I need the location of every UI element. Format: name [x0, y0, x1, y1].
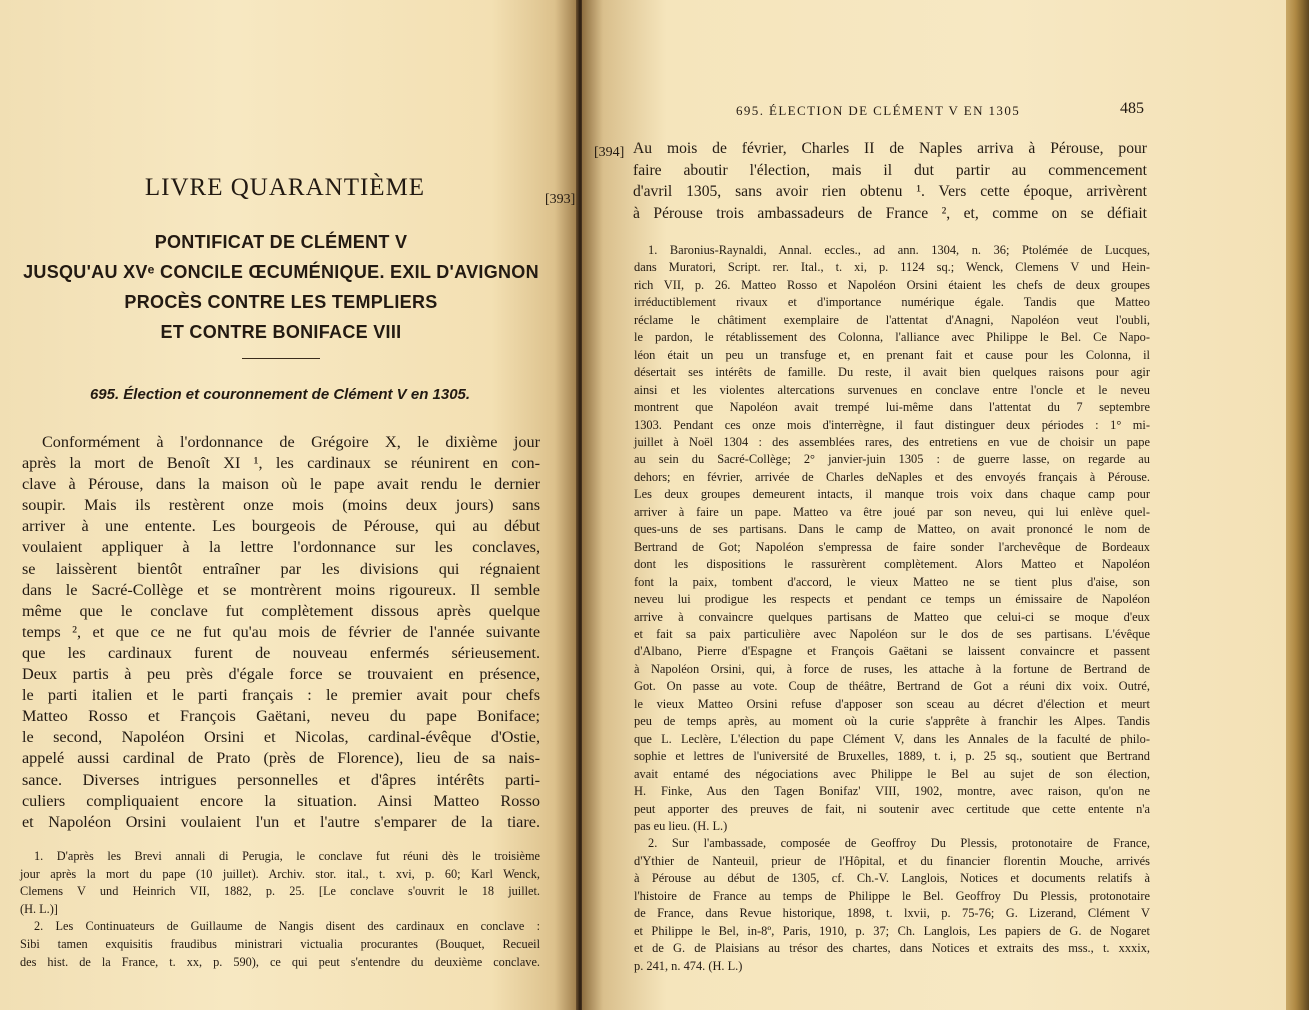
footnote-line: peut apporter des preuves de fait, ni soutenir avec certitude que cette entente n'a: [634, 801, 1150, 816]
text-line: faire aboutir l'élection, mais il dut partir au commencement: [633, 161, 1147, 179]
footnote-line: avait entamé des négociations avec Philippe le Bel au sujet de son élection,: [634, 766, 1150, 781]
footnote-line: 2. Sur l'ambassade, composée de Geoffroy Du Plessis, protonotaire de France,: [648, 836, 1150, 851]
footnote-line: H. Finke, Aus den Tagen Bonifaz' VIII, 1902, montre, avec raison, qu'on ne: [634, 784, 1150, 799]
text-line: que les cardinaux furent de nouveau enfermés sérieusement.: [22, 643, 540, 662]
footnote-line: neveu lui prodigue les respects et pendant ce temps un émissaire de Napoléon: [634, 592, 1150, 607]
text-line: soupir. Mais ils restèrent onze mois (moins deux jours) sans: [22, 496, 540, 515]
text-line: temps ², et que ce ne fut qu'au mois de février de l'année suivante: [22, 622, 540, 641]
footnote-line: Clemens V und Heinrich VII, 1882, p. 25. [Le conclave s'ouvrit le 18 juillet.: [20, 884, 540, 899]
subtitle-line: ET CONTRE BONIFACE VIII: [160, 322, 402, 342]
text-line: même que le conclave fut complètement dissous après quelque: [22, 601, 540, 620]
footnote-line: juillet à Noël 1304 : des assemblées rares, des entretiens en vue de choisir un pape: [634, 434, 1150, 449]
body-text: [22, 432, 540, 833]
text-line: le second, Napoléon Orsini et Nicolas, cardinal-évêque d'Ostie,: [22, 728, 540, 747]
book-title: LIVRE QUARANTIÈME: [144, 174, 426, 201]
footnote-line: jour après la mort du pape (10 juillet). Archiv. stor. ital., t. xvi, p. 60; Karl Wenck,: [20, 866, 540, 881]
running-head: 695. ÉLECTION DE CLÉMENT V EN 1305: [736, 103, 1021, 118]
footnote-line: dont les dispositions le rassurèrent complètement. Alors Matteo et Napoléon: [634, 557, 1150, 572]
footnote-line: arriver à faire un pape. Matteo va être joué par son neveu, qui lui enlève quel-: [634, 504, 1150, 519]
footnote-line: à Pérouse au début de 1305, cf. Ch.-V. Langlois, Notices et documents relatifs à: [634, 871, 1150, 886]
footnote-line: léon était un peu un transfuge et, en prenant fait et cause pour les Colonna, il: [634, 347, 1150, 362]
subtitle-line: JUSQU'AU XVᵉ CONCILE ŒCUMÉNIQUE. EXIL D'AVIGNON: [23, 262, 539, 282]
text-line: dans le Sacré-Collège et se montrèrent moins rigoureux. Il semble: [22, 580, 540, 599]
text-line: appelé aussi cardinal de Prato (près de Florence), lieu de sa nais-: [22, 749, 540, 768]
text-line: le parti italien et le parti français : le premier avait pour chefs: [22, 686, 540, 705]
footnote-line: p. 241, n. 474. (H. L.): [634, 958, 743, 973]
footnote-line: que L. Leclère, L'élection du pape Clément V, dans les Annales de la faculté de philo-: [634, 731, 1150, 746]
text-line: clave à Pérouse, dans la maison où le pape avait rendu le dernier: [22, 475, 540, 494]
footnote-line: 1. D'après les Brevi annali di Perugia, le conclave fut réuni dès le troisième: [34, 849, 540, 863]
section-heading: 695. Élection et couronnement de Clément V en 1305.: [89, 386, 471, 403]
footnote-line: l'histoire de France au temps de Philippe le Bel. Geoffroy Du Plessis, protonotaire: [634, 888, 1150, 903]
text-line: Deux partis à peu près d'égale force se trouvaient en présence,: [22, 665, 540, 684]
text-line: culiers compliquaient encore la situation. Ainsi Matteo Rosso: [22, 791, 540, 810]
footnote-line: 1303. Pendant ces onze mois d'interrègne, il faut distinguer deux périodes : 1° mi-: [634, 417, 1150, 432]
body-text: [633, 138, 1147, 224]
page-edge: [1286, 0, 1309, 1010]
footnote-line: d'Ythier de Nanteuil, prieur de l'Hôpital, et du financier florentin Mouche, arrivés: [634, 853, 1150, 868]
page-number: 485: [1120, 100, 1144, 117]
footnote-line: (H. L.)]: [20, 901, 58, 916]
footnote-line: Sibi tamen exquisitis fraudibus ministrari victualia procurantes (Bouquet, Recueil: [20, 936, 540, 951]
footnote-line: dehors; en février, arrivée de Charles deNaples et des envoyés français à Pérouse.: [634, 469, 1150, 484]
footnote-line: rich VII, p. 26. Matteo Rosso et Napoléon Orsini étaient les chefs de deux groupes: [634, 277, 1150, 292]
footnote-line: ainsi et les violentes altercations survenues en conclave entre l'oncle et le neveu: [634, 382, 1150, 397]
subtitle-line: PONTIFICAT DE CLÉMENT V: [154, 232, 408, 252]
footnote-line: Les deux groupes demeurent intacts, il manque trois voix dans chaque camp pour: [634, 487, 1150, 502]
footnote-line: des hist. de la France, t. xx, p. 590), ce qui peut s'entendre du deuxième conclave.: [20, 954, 540, 969]
text-line: se laissèrent bientôt entraîner par les divisions qui régnaient: [22, 559, 540, 578]
text-line: à Pérouse trois ambassadeurs de France ², et, comme on se défiait: [633, 204, 1147, 222]
text-line: arriver à une entente. Les bourgeois de Pérouse, qui au début: [22, 517, 540, 536]
text-line: Matteo Rosso et François Gaëtani, neveu du pape Boniface;: [22, 707, 540, 726]
footnote-line: le pardon, le rétablissement des Colonna, l'alliance avec Philippe le Bel. Ce Napo-: [634, 330, 1150, 345]
footnote-line: réclame le châtiment exemplaire de l'attentat d'Anagni, Napoléon veut l'oubli,: [634, 312, 1150, 327]
footnote-line: à Napoléon Orsini, qui, à force de ruses, les attache à la fortune de Bertrand de: [634, 661, 1150, 676]
footnote-line: Bertrand de Got; Napoléon s'empressa de faire sonder l'archevêque de Bordeaux: [634, 539, 1150, 554]
footnote-line: et Philippe le Bel, in-8º, Paris, 1910, p. 37; Ch. Langlois, Les papiers de G. de Nogaret: [634, 923, 1150, 938]
text-line: d'avril 1305, sans avoir rien obtenu ¹. Vers cette époque, arrivèrent: [633, 183, 1147, 200]
chapter-subtitle: [14, 227, 548, 347]
footnote-line: montrent que Napoléon avait trempé lui-même dans l'attentat du 7 septembre: [634, 400, 1150, 415]
text-line: après la mort de Benoît XI ¹, les cardinaux se réunirent en con-: [22, 454, 540, 473]
divider-rule: [242, 358, 320, 359]
footnote-line: pas eu lieu. (H. L.): [634, 818, 728, 833]
text-line: sance. Diverses intrigues personnelles et d'âpres intérêts parti-: [22, 770, 540, 789]
footnote-line: Got. On passe au vote. Coup de théâtre, Bertrand de Got a réuni dix voix. Outré,: [634, 679, 1150, 694]
footnote-line: désertait ses intérêts de famille. Du reste, il avait bien quelques raisons pour agir: [634, 365, 1150, 380]
text-line: Conformément à l'ordonnance de Grégoire X, le dixième jour: [42, 433, 540, 451]
footnote-line: le vieux Matteo Orsini refuse d'apposer son sceau au décret d'élection et meurt: [634, 696, 1150, 711]
footnote-line: 2. Les Continuateurs de Guillaume de Nangis disent des cardinaux en conclave :: [34, 919, 540, 934]
footnote-line: d'Albano, Pierre d'Espagne et François Gaëtani se laissent convaincre et passent: [634, 644, 1150, 659]
footnote-line: dans Muratori, Script. rer. Ital., t. xi, p. 1124 sq.; Wenck, Clemens V und Hein-: [634, 260, 1150, 275]
footnote-line: peu de temps après, au moment où la curie s'apprête à franchir les Alpes. Tandis: [634, 714, 1150, 729]
subtitle-line: PROCÈS CONTRE LES TEMPLIERS: [124, 292, 438, 312]
margin-page-reference: [394]: [594, 145, 625, 160]
footnotes: [634, 242, 1150, 975]
footnote-line: ques-uns de ses partisans. Dans le camp de Matteo, on avait prononcé le nom de: [634, 522, 1150, 537]
footnote-line: 1. Baronius-Raynaldi, Annal. eccles., ad ann. 1304, n. 36; Ptolémée de Lucques,: [648, 243, 1150, 257]
footnote-line: de France, dans Revue historique, 1898, t. lxvii, p. 75-76; G. Lizerand, Clément V: [634, 906, 1150, 921]
footnote-line: font la paix, tombent d'accord, le vieux Matteo ne se tient plus d'aise, son: [634, 574, 1150, 589]
footnote-line: arrive à convaincre quelques partisans de Matteo que celui-ci se moque d'eux: [634, 609, 1150, 624]
text-line: voulaient appliquer à la lettre l'ordonnance sur les conclaves,: [22, 538, 540, 557]
footnotes: [20, 848, 540, 971]
footnote-line: irréductiblement rivaux et d'importance numérique égale. Tandis que Matteo: [634, 295, 1150, 310]
footnote-line: et de G. de Plaisians au trésor des chartes, dans Notices et extraits des mss., t. xxxix,: [634, 941, 1150, 956]
footnote-line: sophie et lettres de l'université de Bruxelles, 1889, t. i, p. 25 sq., soutient que Bertrand: [634, 749, 1150, 764]
text-line: et Napoléon Orsini voulaient l'un et l'autre s'emparer de la tiare.: [22, 812, 540, 831]
footnote-line: au sein du Sacré-Collège; 2° janvier-juin 1305 : de guerre lasse, on regarde au: [634, 452, 1150, 467]
margin-page-reference: [393]: [545, 192, 576, 207]
footnote-line: et fait sa paix particulière avec Napoléon sur le dos de ses partisans. L'évêque: [634, 626, 1150, 641]
text-line: Au mois de février, Charles II de Naples arriva à Pérouse, pour: [633, 140, 1147, 157]
